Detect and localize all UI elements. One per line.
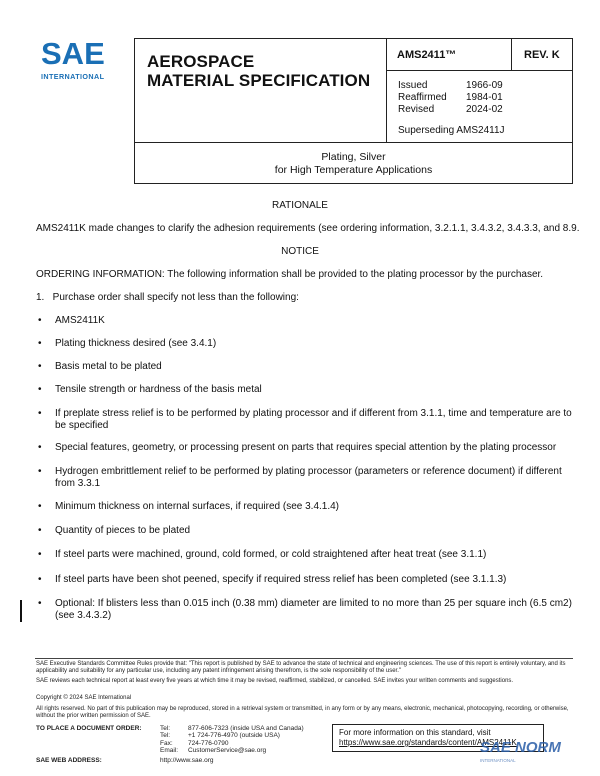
- revision-label: REV. K: [524, 49, 560, 61]
- bullet-marker: •: [38, 525, 42, 536]
- list-item: Quantity of pieces to be plated: [55, 525, 191, 536]
- bullet-marker: •: [38, 384, 42, 395]
- document-number: AMS2411™: [397, 49, 457, 61]
- sae-norm-watermark: [478, 736, 578, 766]
- bullet-marker: •: [38, 442, 42, 453]
- watermark-subtext: INTERNATIONAL: [480, 758, 516, 763]
- bullet-marker: •: [38, 501, 42, 512]
- committee-rules: SAE Executive Standards Committee Rules provide that: "This report is published by SAE to advance the state of technical and engineering sciences. The use of this report is entirely voluntary, and its applicability and suitability for any particular use, including any patent infringement arising therefrom, is the sole responsibility of the user.": [36, 661, 566, 674]
- review-notice: SAE reviews each technical report at least every five years at which time it may be revised, reaffirmed, stabilized, or cancelled. SAE invites your written comments and suggestions.: [36, 678, 514, 684]
- web-label: SAE WEB ADDRESS:: [36, 757, 102, 764]
- spec-subtitle: Plating, Silver for High Temperature Applications: [274, 151, 433, 176]
- bullet-marker: •: [38, 574, 42, 585]
- more-info-text: For more information on this standard, visit: [339, 728, 491, 737]
- notice-heading: NOTICE: [281, 246, 319, 257]
- text-cursor: [20, 600, 22, 622]
- order-item-1: 1. Purchase order shall specify not less than the following:: [36, 292, 299, 303]
- footer-divider: [35, 658, 573, 659]
- bullet-marker: •: [38, 598, 42, 609]
- superseding-note: Superseding AMS2411J: [398, 125, 505, 136]
- watermark-text: SAE NORM: [480, 739, 561, 756]
- list-item: Tensile strength or hardness of the basis metal: [55, 384, 262, 395]
- logo-subtitle: INTERNATIONAL: [41, 72, 105, 81]
- list-item: Basis metal to be plated: [55, 361, 162, 372]
- web-address[interactable]: http://www.sae.org: [160, 757, 214, 764]
- rationale-heading: RATIONALE: [272, 200, 328, 211]
- list-item: If steel parts have been shot peened, specify if required stress relief has been completed (see 3.1.1.3): [55, 574, 507, 585]
- spec-title: AEROSPACE MATERIAL SPECIFICATION: [147, 52, 371, 90]
- logo-brand: SAE: [41, 36, 105, 71]
- bullet-marker: •: [38, 361, 42, 372]
- rights-notice: All rights reserved. No part of this publication may be reproduced, stored in a retrieval system or transmitted, in any form or by any means, electronic, mechanical, photocopying, recording, or otherwise, without the prior written permission of SAE.: [36, 706, 569, 719]
- list-item: Minimum thickness on internal surfaces, if required (see 3.4.1.4): [55, 501, 340, 512]
- list-item: Hydrogen embrittlement relief to be performed by plating processor (parameters or reference document) if different from 3.3.1: [55, 466, 562, 489]
- list-item: AMS2411K: [55, 315, 105, 326]
- bullet-marker: •: [38, 315, 42, 326]
- list-item: If steel parts were machined, ground, cold formed, or cold straightened after heat treat (see 3.1.1): [55, 549, 487, 560]
- list-item: Plating thickness desired (see 3.4.1): [55, 338, 217, 349]
- spec-header-box: [134, 38, 573, 184]
- list-item: If preplate stress relief is to be performed by plating processor and if different from 3.1.1, time and temperature are to be specified: [55, 408, 572, 431]
- bullet-marker: •: [38, 408, 42, 419]
- copyright: Copyright © 2024 SAE International: [36, 695, 132, 701]
- bullet-marker: •: [38, 549, 42, 560]
- contact-list: Tel: 877-606-7323 (inside USA and Canada) Tel: +1 724-776-4970 (outside USA) Fax: 724-776-0790 Email: CustomerService@sae.org: [160, 725, 304, 754]
- list-item: Special features, geometry, or processing present on parts that requires special attention by the plating processor: [55, 442, 557, 453]
- order-label: TO PLACE A DOCUMENT ORDER:: [36, 725, 142, 732]
- bullet-marker: •: [38, 338, 42, 349]
- list-item: Optional: If blisters less than 0.015 inch (0.38 mm) diameter are limited to no more than 25 per square inch (6.5 cm2) (see 3.4.3.2): [55, 598, 572, 621]
- ordering-information: ORDERING INFORMATION: The following information shall be provided to the plating processor by the purchaser.: [36, 269, 544, 280]
- rationale-text: AMS2411K made changes to clarify the adhesion requirements (see ordering information, 3.2.1.1, 3.4.3.2, 3.4.3.3, and 8.9.: [36, 223, 580, 234]
- standard-link[interactable]: https://www.sae.org/standards/content/AMS2411K: [339, 738, 517, 747]
- sae-logo: [38, 34, 120, 84]
- bullet-marker: •: [38, 466, 42, 477]
- document-dates: Issued 1966-09 Reaffirmed 1984-01 Revised 2024-02: [398, 80, 503, 115]
